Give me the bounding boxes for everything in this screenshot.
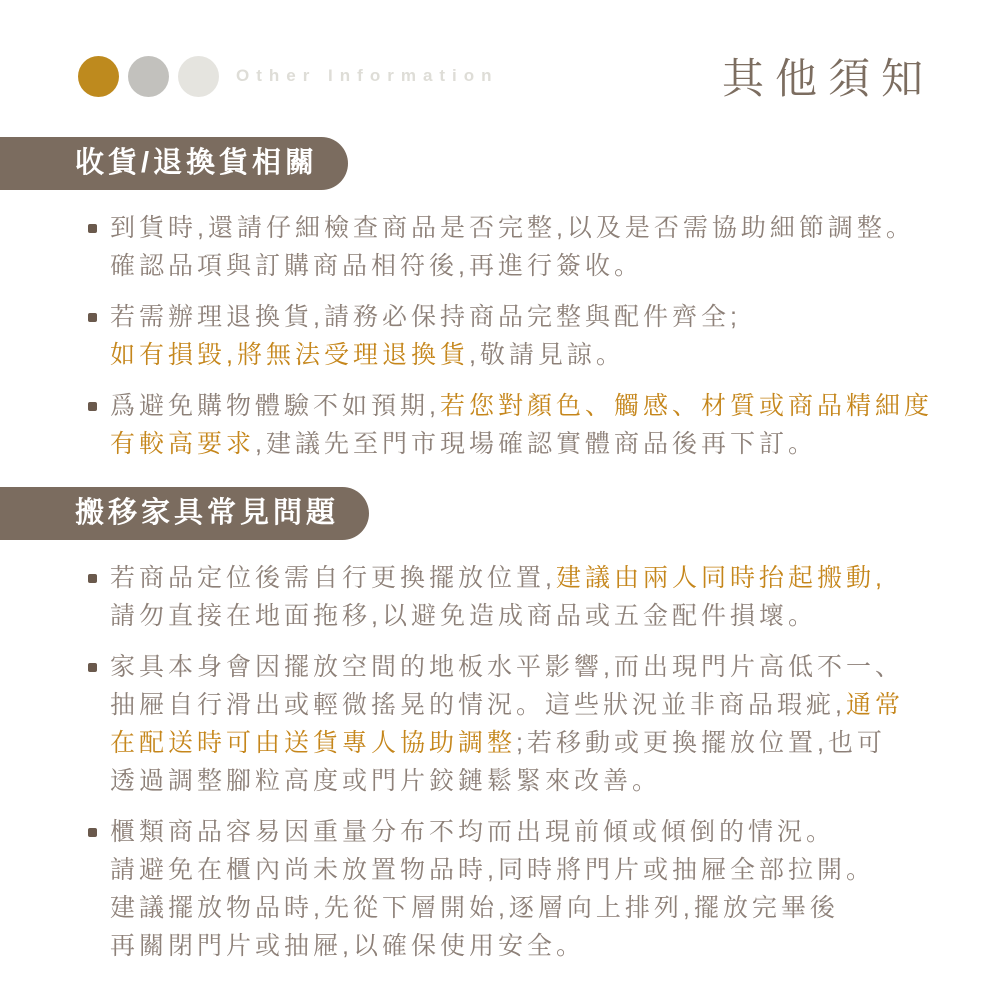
bullet-square-icon	[88, 224, 97, 233]
bullet-square-icon	[88, 663, 97, 672]
section-title: 收貨/退換貨相關	[75, 147, 319, 179]
body-text: ,敬請見諒。	[468, 341, 625, 369]
decorative-dots-group	[78, 56, 499, 97]
bullet-square-icon	[88, 574, 97, 583]
body-text: 再關閉門片或抽屜,以確保使用安全。	[110, 932, 585, 960]
body-text: 若需辦理退換貨,請務必保持商品完整與配件齊全;	[110, 303, 741, 331]
list-item	[88, 298, 960, 374]
highlighted-text: 建議由兩人同時抬起搬動,	[555, 564, 886, 592]
section-english-label: Other Information	[236, 66, 499, 85]
list-item	[88, 648, 960, 800]
body-text: 請避免在櫃內尚未放置物品時,同時將門片或抽屜全部拉開。	[110, 856, 875, 884]
list-item	[88, 559, 960, 635]
body-text: 請勿直接在地面拖移,以避免造成商品或五金配件損壞。	[110, 602, 817, 630]
body-text: 到貨時,還請仔細檢查商品是否完整,以及是否需協助細節調整。	[110, 214, 915, 242]
bullet-text	[110, 813, 875, 965]
highlighted-text: 通常	[845, 691, 904, 719]
bullet-text	[110, 298, 741, 374]
body-text: 建議擺放物品時,先從下層開始,逐層向上排列,擺放完畢後	[110, 894, 839, 922]
highlighted-text: 如有損毀,將無法受理退換貨	[110, 341, 469, 369]
page-title: 其他須知	[721, 55, 934, 102]
bullet-list	[88, 559, 960, 965]
body-text: 透過調整腳粒高度或門片鉸鏈鬆緊來改善。	[110, 767, 662, 795]
highlighted-text: 在配送時可由送貨專人協助調整	[110, 729, 517, 757]
highlighted-text: 若您對顏色、觸感、材質或商品精細度	[439, 392, 933, 420]
section-header-banner	[0, 137, 348, 190]
gray-dot-icon	[128, 56, 169, 97]
bullet-text	[110, 559, 886, 635]
list-item	[88, 387, 960, 463]
page-header	[0, 0, 1000, 102]
bullet-text	[110, 209, 915, 285]
gold-dot-icon	[78, 56, 119, 97]
body-text: 家具本身會因擺放空間的地板水平影響,而出現門片高低不一、	[110, 653, 904, 681]
bullet-list	[88, 209, 960, 463]
section-title: 搬移家具常見問題	[75, 497, 340, 529]
sections	[0, 137, 1000, 965]
highlighted-text: 有較高要求	[110, 430, 256, 458]
list-item	[88, 209, 960, 285]
list-item	[88, 813, 960, 965]
bullet-text	[110, 387, 933, 463]
body-text: ;若移動或更換擺放位置,也可	[516, 729, 886, 757]
body-text: 櫃類商品容易因重量分布不均而出現前傾或傾倒的情況。	[110, 818, 836, 846]
section-header-banner	[0, 487, 369, 540]
bullet-square-icon	[88, 313, 97, 322]
bullet-text	[110, 648, 904, 800]
section	[0, 487, 1000, 965]
light-gray-dot-icon	[178, 56, 219, 97]
body-text: 抽屜自行滑出或輕微搖晃的情況。這些狀況並非商品瑕疵,	[110, 691, 846, 719]
section	[0, 137, 1000, 463]
body-text: 若商品定位後需自行更換擺放位置,	[110, 564, 556, 592]
body-text: 爲避免購物體驗不如預期,	[110, 392, 440, 420]
body-text: 確認品項與訂購商品相符後,再進行簽收。	[110, 252, 643, 280]
bullet-square-icon	[88, 402, 97, 411]
bullet-square-icon	[88, 828, 97, 837]
body-text: ,建議先至門市現場確認實體商品後再下訂。	[255, 430, 817, 458]
